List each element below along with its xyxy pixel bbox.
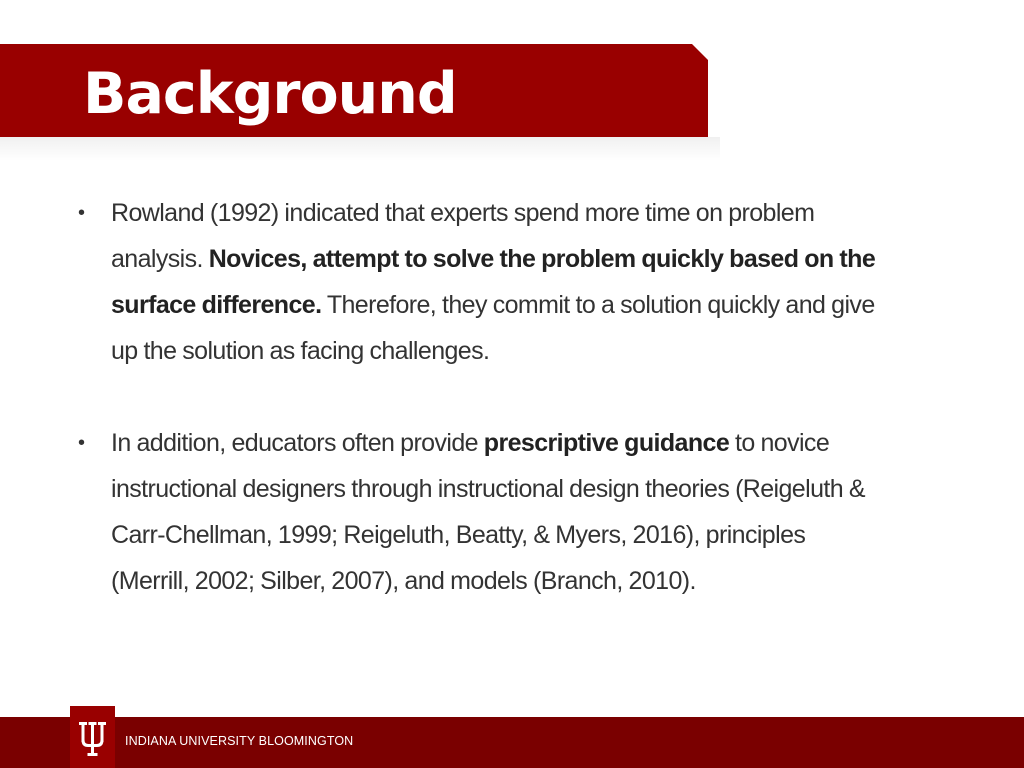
title-banner-shadow [0, 137, 720, 161]
bullet-segment: Therefore, they commit to a solution quickly and give up the solution as facing challenges. [111, 291, 875, 365]
institution-name: INDIANA UNIVERSITY BLOOMINGTON [125, 734, 354, 748]
bullet-segment: Rowland (1992) indicated that experts spend more time on problem analysis. [111, 199, 815, 273]
bullet-segment: to novice instructional designers through instructional design theories (Reigeluth & Carr-Chellman, 1999; Reigeluth, Beatty, & Myers, 2016), principles (Merrill, 2002; Silber, 2007), and models (Branch, 2010). [111, 429, 865, 595]
bullet-marker: • [78, 202, 86, 224]
bullet-marker: • [78, 432, 86, 454]
bullet-text [111, 190, 881, 374]
iu-trident-icon [79, 722, 106, 756]
bullet-segment-bold: Novices, attempt to solve the problem quickly based on the surface difference. [111, 245, 876, 319]
bullet-segment-bold: prescriptive guidance [483, 429, 730, 457]
bullet-text [111, 420, 881, 604]
slide-title: Background [83, 61, 457, 127]
bullet-segment: In addition, educators often provide [111, 429, 484, 457]
iu-logo [70, 706, 115, 768]
